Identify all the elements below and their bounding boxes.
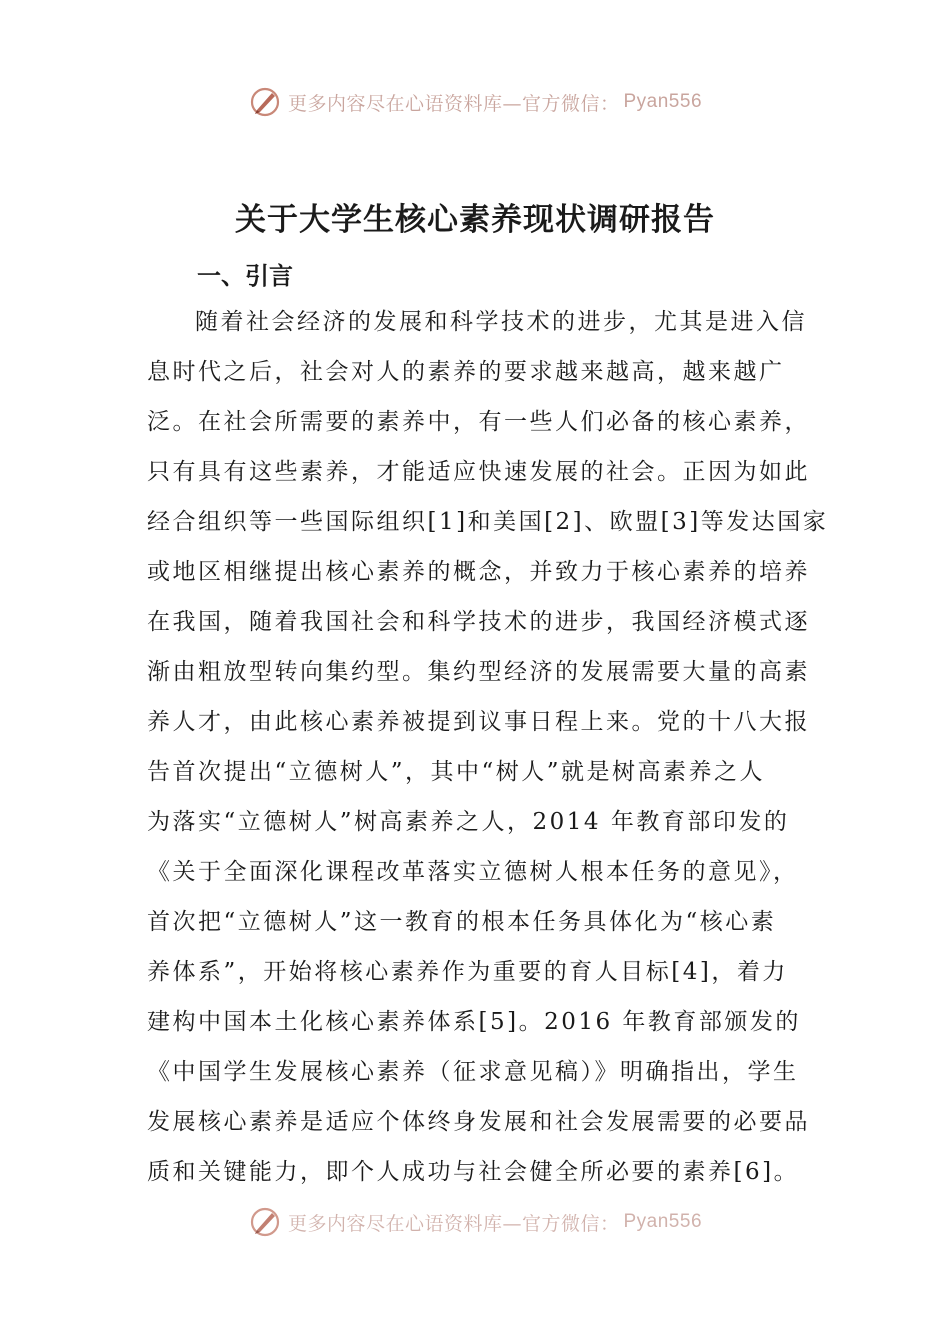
pen-logo-icon — [248, 1205, 282, 1239]
document-title: 关于大学生核心素养现状调研报告 — [235, 202, 715, 238]
pen-logo-icon — [248, 85, 282, 119]
text-line: 只有具有这些素养，才能适应快速发展的社会。正因为如此 — [147, 459, 810, 485]
watermark-text: 更多内容尽在心语资料库—官方微信： — [287, 1212, 620, 1235]
text-line: 泛。在社会所需要的素养中，有一些人们必备的核心素养， — [147, 409, 810, 435]
text-line: 为落实“立德树人”树高素养之人，2014 年教育部印发的 — [147, 809, 790, 835]
watermark-text: 更多内容尽在心语资料库—官方微信： — [287, 92, 620, 115]
text-line: 首次把“立德树人”这一教育的根本任务具体化为“核心素 — [147, 909, 777, 935]
header-watermark — [0, 84, 950, 120]
text-line: 养体系”，开始将核心素养作为重要的育人目标[4]，着力 — [147, 959, 788, 985]
text-line: 发展核心素养是适应个体终身发展和社会发展需要的必要品 — [147, 1109, 810, 1135]
text-line: 渐由粗放型转向集约型。集约型经济的发展需要大量的高素 — [147, 659, 810, 685]
text-line: 在我国，随着我国社会和科学技术的进步，我国经济模式逐 — [147, 609, 810, 635]
text-line: 质和关键能力，即个人成功与社会健全所必要的素养[6]。 — [147, 1159, 800, 1185]
watermark-wechat-id: Pyan556 — [623, 1211, 703, 1232]
text-line: 息时代之后，社会对人的素养的要求越来越高，越来越广 — [147, 359, 785, 385]
text-line: 经合组织等一些国际组织[1]和美国[2]、欧盟[3]等发达国家 — [147, 509, 829, 535]
text-line: 或地区相继提出核心素养的概念，并致力于核心素养的培养 — [147, 559, 810, 585]
text-line: 随着社会经济的发展和科学技术的进步，尤其是进入信 — [195, 309, 807, 335]
body-paragraph — [147, 297, 829, 1197]
footer-watermark — [0, 1204, 950, 1240]
text-line: 《中国学生发展核心素养（征求意见稿）》明确指出，学生 — [147, 1059, 799, 1085]
text-line: 告首次提出“立德树人”，其中“树人”就是树高素养之人 — [147, 759, 766, 785]
text-line: 《关于全面深化课程改革落实立德树人根本任务的意见》， — [147, 859, 799, 885]
text-line: 建构中国本土化核心素养体系[5]。2016 年教育部颁发的 — [147, 1009, 801, 1035]
watermark-wechat-id: Pyan556 — [623, 91, 703, 112]
text-line: 养人才，由此核心素养被提到议事日程上来。党的十八大报 — [147, 709, 810, 735]
section-heading: 一、引言 — [197, 262, 293, 290]
